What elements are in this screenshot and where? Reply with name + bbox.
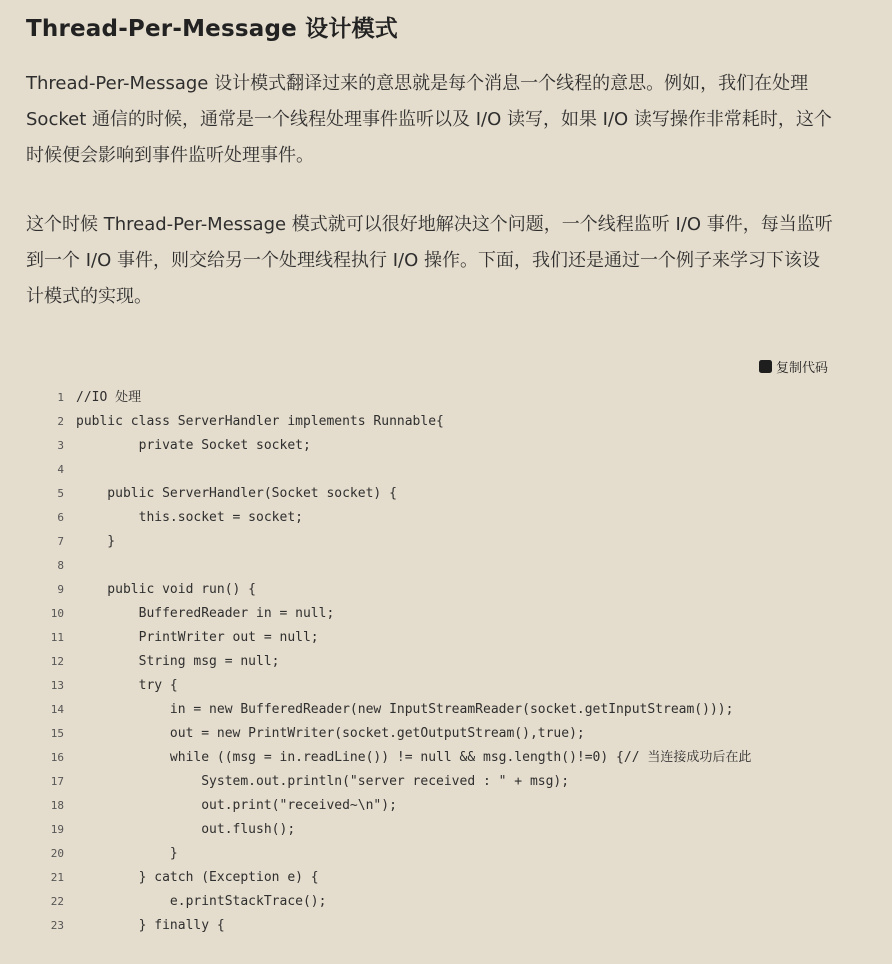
line-code: }	[76, 534, 116, 549]
code-line	[40, 386, 860, 410]
line-number: 18	[50, 799, 64, 812]
line-number: 11	[50, 631, 64, 644]
line-code: public class ServerHandler implements Runnable{	[76, 414, 444, 429]
line-number: 22	[50, 895, 64, 908]
line-code: } catch (Exception e) {	[76, 870, 319, 885]
line-number: 13	[50, 679, 64, 692]
line-number: 4	[57, 463, 64, 476]
code-block	[40, 386, 860, 938]
code-line	[40, 410, 860, 434]
line-code: out.print("received~\n");	[76, 798, 397, 813]
line-code: in = new BufferedReader(new InputStreamReader(socket.getInputStream()));	[76, 702, 734, 717]
code-line	[40, 578, 860, 602]
line-code	[64, 458, 76, 482]
line-number: 10	[50, 607, 64, 620]
code-line	[40, 914, 860, 938]
code-line	[40, 602, 860, 626]
code-line	[40, 530, 860, 554]
code-line	[40, 842, 860, 866]
article-title: Thread-Per-Message 设计模式	[26, 16, 398, 42]
line-code: String msg = null;	[76, 654, 280, 669]
line-code: } finally {	[76, 918, 225, 933]
line-number: 14	[50, 703, 64, 716]
line-code: //IO 处理	[76, 390, 142, 405]
code-line	[40, 794, 860, 818]
line-number: 9	[57, 583, 64, 596]
intro-paragraph: Thread-Per-Message 设计模式翻译过来的意思就是每个消息一个线程的意思。例如，我们在处理 Socket 通信的时候，通常是一个线程处理事件监听以及 I/O 读写，如果 I/O 读写操作非常耗时，这个时候便会影响到事件监听处理事件。	[26, 73, 832, 166]
line-number: 7	[57, 535, 64, 548]
code-line	[40, 770, 860, 794]
line-code: this.socket = socket;	[76, 510, 303, 525]
line-code: System.out.println("server received : " + msg);	[76, 774, 570, 789]
line-code: out.flush();	[76, 822, 296, 837]
line-code: out = new PrintWriter(socket.getOutputStream(),true);	[76, 726, 585, 741]
line-code: try {	[76, 678, 178, 693]
code-line	[40, 506, 860, 530]
line-code: }	[76, 846, 178, 861]
code-line	[40, 746, 860, 770]
code-line	[40, 698, 860, 722]
line-code: BufferedReader in = null;	[76, 606, 335, 621]
explanation-paragraph: 这个时候 Thread-Per-Message 模式就可以很好地解决这个问题，一个线程监听 I/O 事件，每当监听到一个 I/O 事件，则交给另一个处理线程执行 I/O 操作。下面，我们还是通过一个例子来学习下该设计模式的实现。	[26, 214, 833, 307]
line-number: 2	[57, 415, 64, 428]
line-number: 3	[57, 439, 64, 452]
code-line	[40, 458, 860, 482]
line-number: 12	[50, 655, 64, 668]
line-number: 8	[57, 559, 64, 572]
code-line	[40, 818, 860, 842]
code-line	[40, 722, 860, 746]
line-code: public ServerHandler(Socket socket) {	[76, 486, 397, 501]
line-code: PrintWriter out = null;	[76, 630, 319, 645]
line-number: 21	[50, 871, 64, 884]
line-code: private Socket socket;	[76, 438, 311, 453]
line-number: 5	[57, 487, 64, 500]
code-line	[40, 890, 860, 914]
line-number: 15	[50, 727, 64, 740]
copy-icon	[758, 359, 773, 374]
line-code: public void run() {	[76, 582, 257, 597]
line-number: 6	[57, 511, 64, 524]
line-number: 1	[57, 391, 64, 404]
code-line	[40, 674, 860, 698]
line-code: e.printStackTrace();	[76, 894, 327, 909]
line-code: while ((msg = in.readLine()) != null && msg.length()!=0) {// 当连接成功后在此	[76, 750, 752, 765]
code-line	[40, 626, 860, 650]
line-number: 16	[50, 751, 64, 764]
line-number: 17	[50, 775, 64, 788]
code-line	[40, 482, 860, 506]
code-line	[40, 434, 860, 458]
line-code	[64, 554, 76, 578]
line-number: 23	[50, 919, 64, 932]
line-number: 20	[50, 847, 64, 860]
code-line	[40, 650, 860, 674]
line-number: 19	[50, 823, 64, 836]
code-line	[40, 866, 860, 890]
copy-code-label: 复制代码	[775, 361, 828, 376]
copy-code-button[interactable]	[758, 357, 828, 376]
code-line	[40, 554, 860, 578]
